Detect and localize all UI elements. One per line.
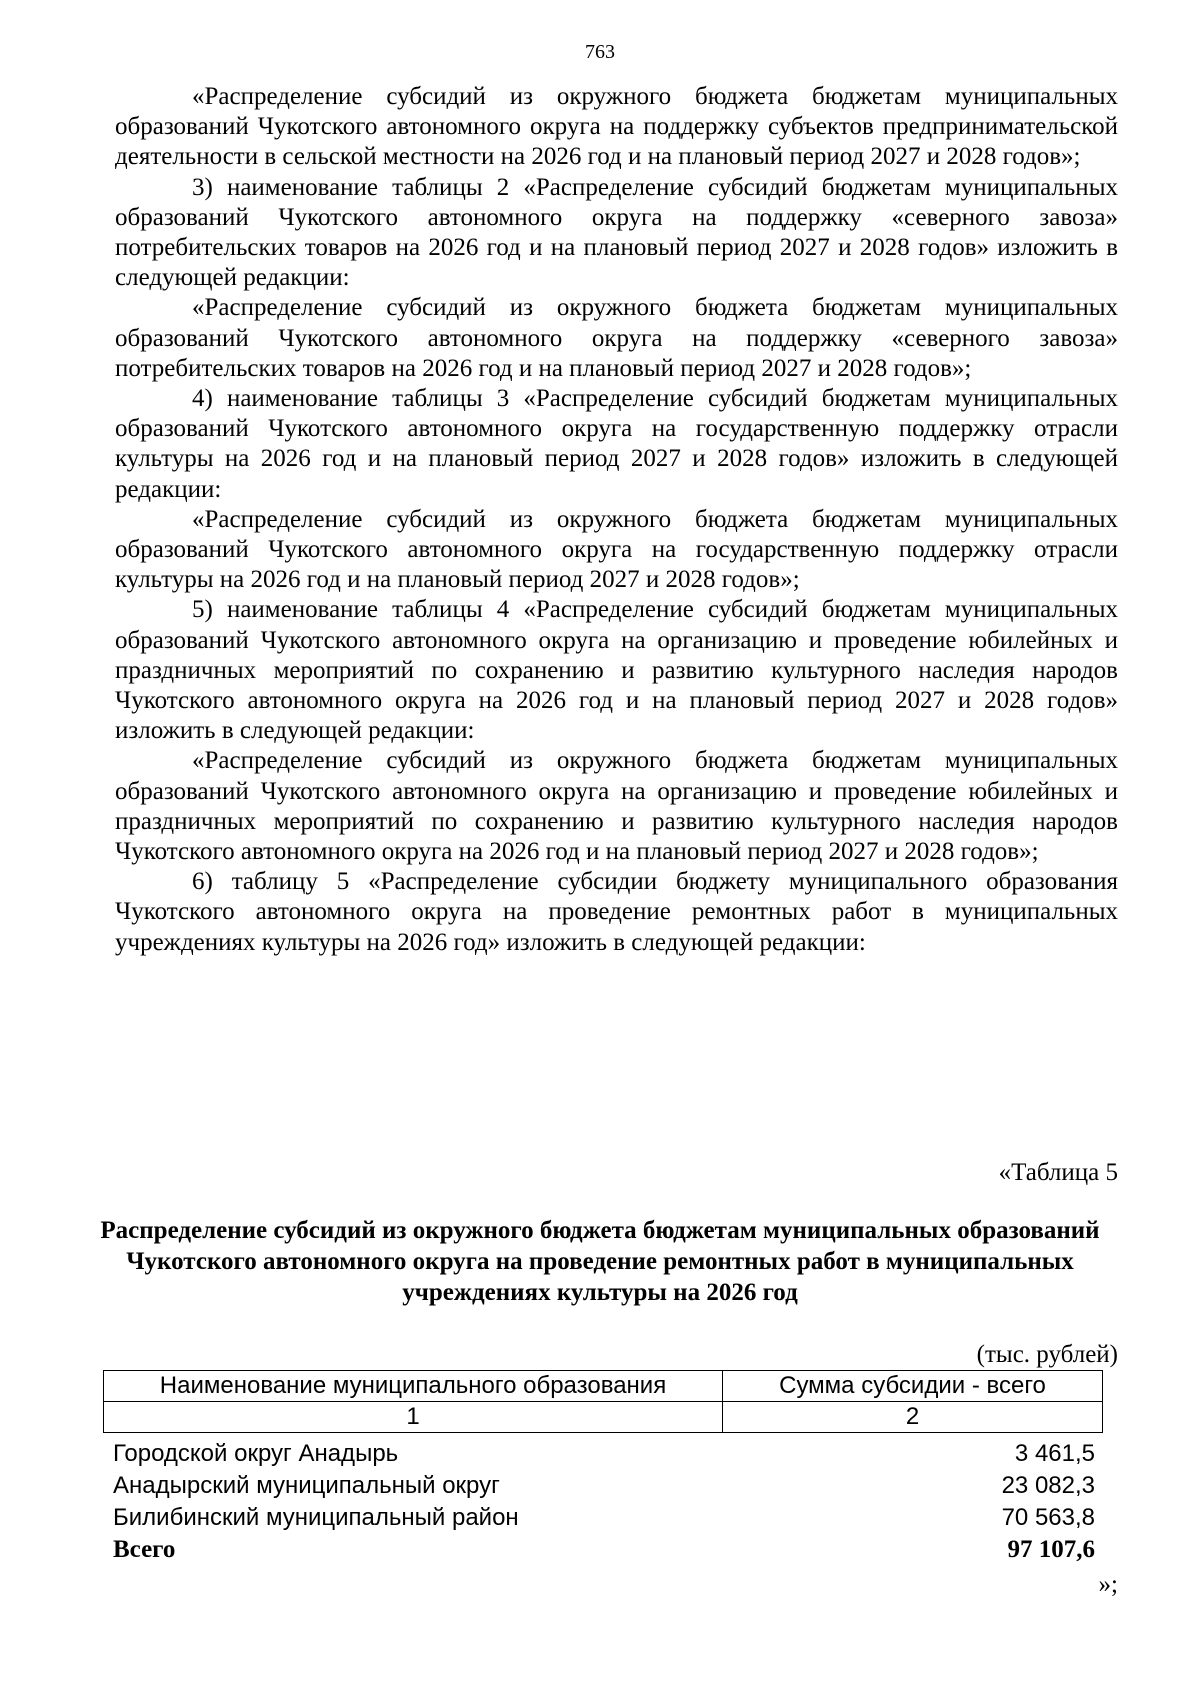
table-row [113, 1470, 1095, 1502]
paragraph: «Распределение субсидий из окружного бюджета бюджетам муниципальных образований Чукотского автономного округа на поддержку субъектов предпринимательской деятельности в сельской местности на 2026 год и на плановый период 2027 и 2028 годов»; [115, 83, 1118, 171]
column-number-1: 1 [104, 1402, 723, 1433]
paragraph: «Распределение субсидий из окружного бюджета бюджетам муниципальных образований Чукотского автономного округа на поддержку «северного завоза» потребительских товаров на 2026 год и на плановый период 2027 и 2028 годов»; [115, 294, 1118, 382]
total-amount: 97 107,6 [1007, 1536, 1095, 1563]
row-name: Анадырский муниципальный округ [113, 1472, 500, 1499]
paragraph: «Распределение субсидий из окружного бюджета бюджетам муниципальных образований Чукотского автономного округа на государственную поддержку отрасли культуры на 2026 год и на плановый период 2027 и 2028 годов»; [115, 505, 1118, 594]
column-header-name: Наименование муниципального образования [104, 1371, 723, 1402]
paragraph: 6) таблицу 5 «Распределение субсидии бюджету муниципального образования Чукотского автономного округа на проведение ремонтных работ в муниципальных учреждениях культуры на 2026 год» изложить в следующей редакции: [115, 868, 1118, 956]
paragraph: 5) наименование таблицы 4 «Распределение субсидий бюджетам муниципальных образований Чукотского автономного округа на организацию и проведение юбилейных и праздничных мероприятий по сохранению и развитию культурного наследия народов Чукотского автономного округа на 2026 год и на плановый период 2027 и 2028 годов» изложить в следующей редакции: [115, 596, 1118, 745]
paragraph: «Распределение субсидий из окружного бюджета бюджетам муниципальных образований Чукотского автономного округа на организацию и проведение юбилейных и праздничных мероприятий по сохранению и развитию культурного наследия народов Чукотского автономного округа на 2026 год и на плановый период 2027 и 2028 годов»; [115, 747, 1118, 866]
column-number-2: 2 [723, 1402, 1103, 1433]
paragraph: 4) наименование таблицы 3 «Распределение субсидий бюджетам муниципальных образований Чукотского автономного округа на государственную поддержку отрасли культуры на 2026 год и на плановый период 2027 и 2028 годов» изложить в следующей редакции: [115, 385, 1118, 503]
table-row [113, 1502, 1095, 1534]
row-name: Городской округ Анадырь [113, 1440, 399, 1467]
units-label: (тыс. рублей) [976, 1341, 1118, 1368]
row-amount: 3 461,5 [1014, 1440, 1095, 1467]
table-title: Распределение субсидий из окружного бюджета бюджетам муниципальных образований Чукотского автономного округа на проведение ремонтных работ в муниципальных учреждениях культуры на 2026 год [100, 1217, 1100, 1306]
column-number-row [104, 1402, 1103, 1433]
table-body [113, 1438, 1095, 1566]
row-amount: 23 082,3 [1001, 1472, 1095, 1499]
total-label: Всего [113, 1536, 176, 1563]
row-name: Билибинский муниципальный район [113, 1504, 519, 1531]
table-row [113, 1438, 1095, 1470]
page-number: 763 [585, 41, 615, 63]
row-amount: 70 563,8 [1001, 1504, 1095, 1531]
header-row [104, 1371, 1103, 1402]
body-text [115, 82, 1118, 958]
paragraph: 3) наименование таблицы 2 «Распределение субсидий бюджетам муниципальных образований Чукотского автономного округа на поддержку «северного завоза» потребительских товаров на 2026 год и на плановый период 2027 и 2028 годов» изложить в следующей редакции: [115, 173, 1118, 292]
table-caption: «Таблица 5 [998, 1159, 1118, 1186]
column-header-amount: Сумма субсидии - всего [723, 1371, 1103, 1402]
total-row [113, 1534, 1095, 1566]
closing-quote: »; [1098, 1571, 1118, 1598]
table-header [103, 1370, 1103, 1433]
